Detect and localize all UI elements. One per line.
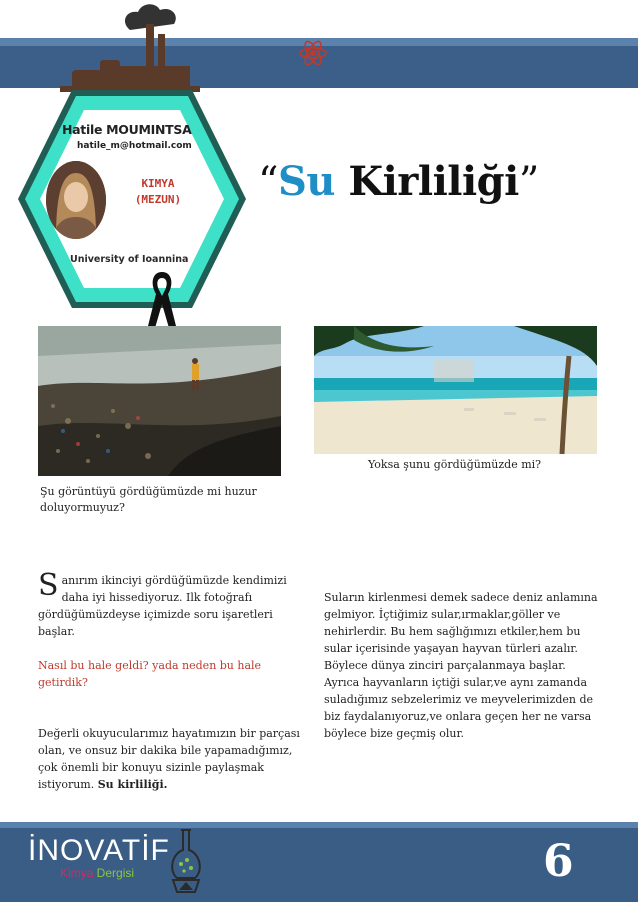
footer-highlight — [0, 822, 638, 828]
author-name: Hatile MOUMINTSA — [62, 122, 192, 137]
badge-line1: KIMYA — [141, 177, 175, 190]
subtitle-dergisi: Dergisi — [93, 866, 135, 880]
factory-icon — [60, 0, 200, 100]
article-emphasis: Su kirliliği. — [97, 778, 168, 791]
badge-line2: (MEZUN) — [134, 193, 182, 206]
clean-beach-photo — [314, 326, 597, 454]
title-close-quote: ” — [518, 159, 539, 205]
atom-icon — [298, 38, 328, 68]
article-left-column — [38, 568, 312, 793]
author-photo — [46, 161, 106, 239]
article-paragraph-3 — [38, 725, 312, 793]
caption-clean-beach: Yoksa şunu gördüğümüzde mi? — [368, 458, 542, 471]
flask-icon — [165, 828, 207, 894]
title-accent-word: Su — [277, 158, 335, 205]
magazine-logo: İNOVATİF — [28, 834, 170, 867]
subtitle-kimya: Kimya — [60, 866, 94, 880]
article-right-paragraph: Suların kirlenmesi demek sadece deniz anlamına gelmiyor. İçtiğimiz sular,ırmaklar,göller ve nehirlerdir. Bu hem sağlığımızı etkiler,hem bu sular içerisinde yaşayan hayvan türleri azalır. Böylece dünya zinciri parçalanmaya başlar. Ayrıca hayvanların içtiği sular,ve aynı zamanda suladığımız sebzelerimiz ve meyvelerimizden de biz faydalanıyoruz,ve onlara geçen her ne varsa böylece bize geçmiş olur. — [324, 591, 598, 740]
author-email: hatile_m@hotmail.com — [77, 141, 192, 151]
avatar — [46, 161, 106, 239]
page-title — [258, 158, 539, 205]
ribbon-icon — [146, 270, 178, 330]
article-paragraph-1-text: anırım ikinciyi gördüğümüzde kendimizi daha iyi hissediyoruz. Ilk fotoğrafı gördüğümüzdeyse içimizde soru işaretleri başlar. — [38, 574, 287, 638]
article-paragraph-1 — [38, 568, 312, 640]
caption-polluted-beach: Şu görüntüyü gördüğümüzde mi huzur doluyormuyuz? — [40, 485, 257, 514]
polluted-beach-photo — [38, 326, 281, 476]
magazine-subtitle — [60, 866, 134, 880]
title-open-quote: “ — [258, 159, 278, 205]
degree-badge — [116, 176, 200, 208]
university: University of Ioannina — [70, 254, 189, 265]
drop-cap: S — [38, 568, 59, 603]
page-number: 6 — [543, 836, 574, 887]
article-paragraph-3-text: Değerli okuyucularımız hayatımızın bir parçası olan, ve onsuz bir dakika bile yapamadığımız, çok önemli bir konuyu sizinle paylaşmak istiyorum. — [38, 727, 300, 791]
article-right-column — [324, 589, 602, 742]
title-main-word: Kirliliği — [334, 158, 519, 205]
article-question: Nasıl bu hale geldi? yada neden bu hale getirdik? — [38, 659, 262, 689]
